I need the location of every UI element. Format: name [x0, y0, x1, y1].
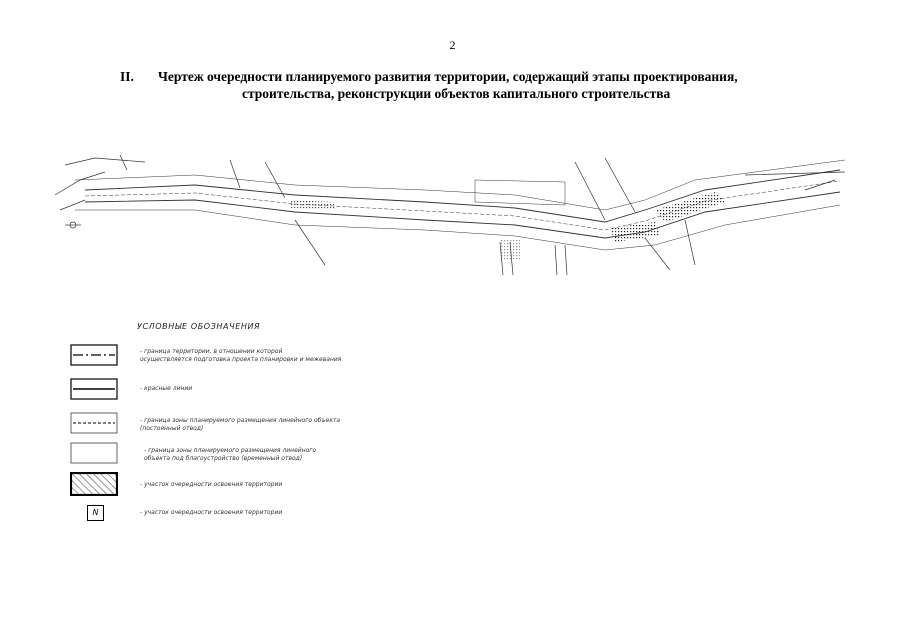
legend-text-line: осуществляется подготовка проекта планировки и межевания — [140, 356, 342, 363]
legend-text-line: - красные линии — [140, 385, 193, 392]
legend-text-line: - участок очередности освоения территории — [140, 481, 283, 488]
legend-text-line: объекта под благоустройство (временный отвод) — [144, 455, 303, 462]
legend-text — [140, 509, 282, 517]
legend-text — [144, 447, 316, 463]
red-line-rect-icon — [70, 378, 118, 400]
legend-text — [140, 385, 192, 393]
dashed-rect-icon — [70, 412, 118, 434]
legend-text-line: (постоянный отвод) — [140, 425, 204, 432]
legend-text-line: - граница зоны планируемого размещения линейного — [144, 447, 317, 454]
legend-text — [140, 348, 341, 364]
numbered-box-icon: N — [87, 505, 104, 521]
heading-line-2: строительства, реконструкции объектов капитального строительства — [242, 86, 671, 101]
heading-number: II. — [120, 69, 134, 84]
territory-plan-drawing — [45, 150, 855, 300]
hatched-rect-icon — [70, 472, 118, 496]
dash-dot-rect-icon — [70, 344, 118, 366]
legend-title: УСЛОВНЫЕ ОБОЗНАЧЕНИЯ — [137, 322, 261, 331]
legend-text-line: - граница территории, в отношении которой — [140, 348, 283, 355]
legend-text — [140, 481, 282, 489]
heading-line-1: Чертеж очередности планируемого развития территории, содержащий этапы проектирования, — [158, 69, 738, 84]
page-number: 2 — [449, 38, 456, 52]
thin-rect-icon — [70, 442, 118, 464]
legend-text — [140, 417, 340, 433]
legend-text-line: - граница зоны планируемого размещения линейного объекта — [140, 417, 341, 424]
legend-text-line: - участок очередности освоения территории — [140, 509, 283, 516]
